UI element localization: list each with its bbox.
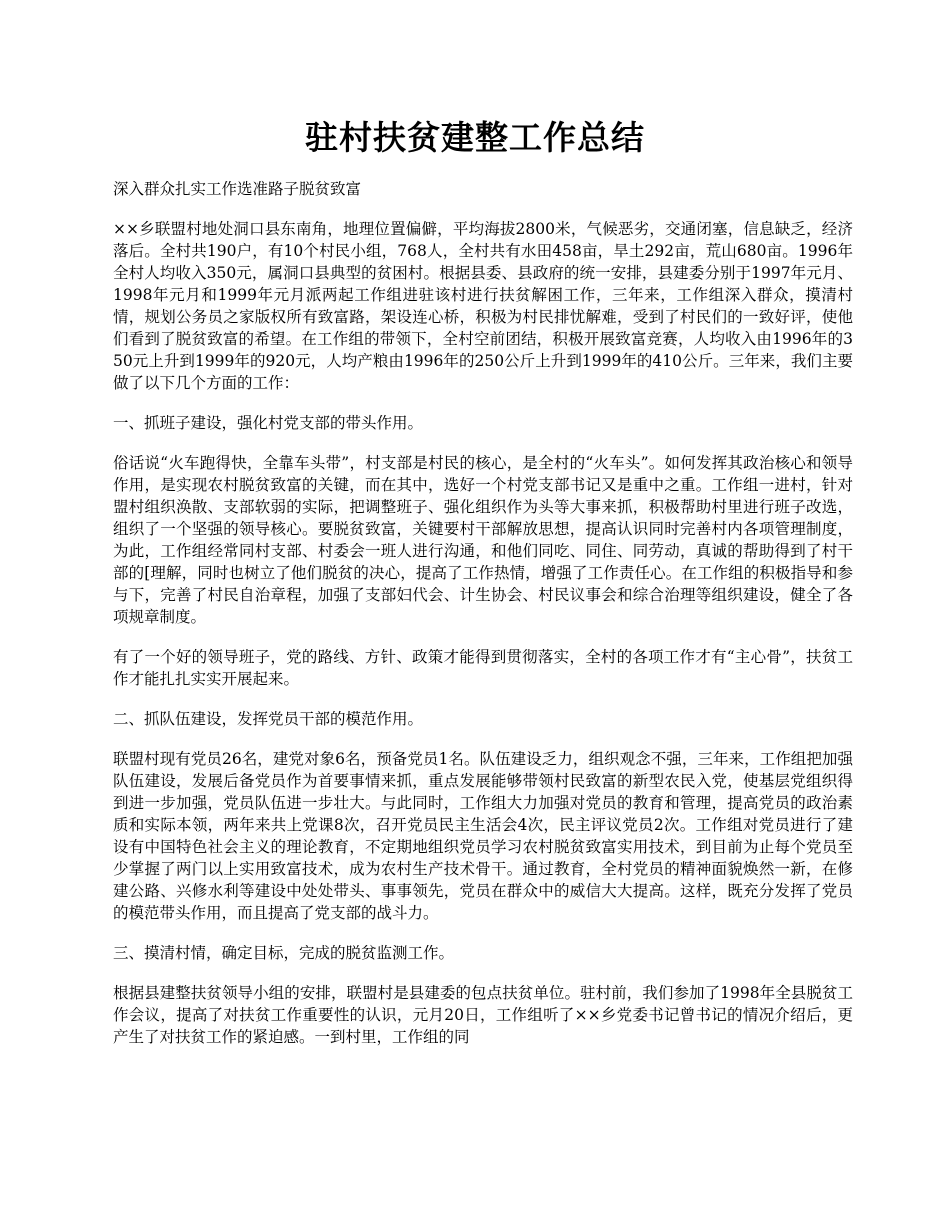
- section-2-paragraph: 联盟村现有党员26名，建党对象6名，预备党员1名。队伍建设乏力，组织观念不强，三年来，工作组把加强队伍建设，发展后备党员作为首要事情来抓，重点发展能够带领村民致富的新型农民入党，使基层党组织得到进一步加强，党员队伍进一步壮大。与此同时，工作组大力加强对党员的教育和管理，提高党员的政治素质和实际本领，两年来共上党课8次，召开党员民主生活会4次，民主评议党员2次。工作组对党员进行了建设有中国特色社会主义的理论教育，不定期地组织党员学习农村脱贫致富实用技术，到目前为止每个党员至少掌握了两门以上实用致富技术，成为农村生产技术骨干。通过教育，全村党员的精神面貌焕然一新，在修建公路、兴修水利等建设中处处带头、事事领先，党员在群众中的威信大大提高。这样，既充分发挥了党员的模范带头作用，而且提高了党支部的战斗力。: [113, 750, 853, 922]
- section-1-summary-paragraph: 有了一个好的领导班子，党的路线、方针、政策才能得到贯彻落实，全村的各项工作才有“主心骨”，扶贫工作才能扎扎实实开展起来。: [113, 648, 853, 688]
- section-heading-2: 二、抓队伍建设，发挥党员干部的模范作用。: [113, 710, 424, 728]
- document-body: [113, 178, 853, 1066]
- section-heading-3: 三、摸清村情，确定目标，完成的脱贫监测工作。: [113, 944, 455, 962]
- section-heading-1: 一、抓班子建设，强化村党支部的带头作用。: [113, 414, 424, 432]
- section-1-paragraph: 俗话说“火车跑得快，全靠车头带”，村支部是村民的核心，是全村的“火车头”。如何发挥其政治核心和领导作用，是实现农村脱贫致富的关键，而在其中，选好一个村党支部书记又是重中之重。工作组一进村，针对盟村组织涣散、支部软弱的实际，把调整班子、强化组织作为头等大事来抓，积极帮助村里进行班子改选，组织了一个坚强的领导核心。要脱贫致富，关键要村干部解放思想，提高认识同时完善村内各项管理制度，为此，工作组经常同村支部、村委会一班人进行沟通，和他们同吃、同住、同劳动，真诚的帮助得到了村干部的[理解，同时也树立了他们脱贫的决心，提高了工作热情，增强了工作责任心。在工作组的积极指导和参与下，完善了村民自治章程，加强了支部妇代会、计生协会、村民议事会和综合治理等组织建设，健全了各项规章制度。: [113, 454, 853, 626]
- intro-paragraph: ××乡联盟村地处洞口县东南角，地理位置偏僻，平均海拔2800米，气候恶劣，交通闭塞，信息缺乏，经济落后。全村共190户，有10个村民小组，768人，全村共有水田458亩，旱土292亩，荒山680亩。1996年全村人均收入350元，属洞口县典型的贫困村。根据县委、县政府的统一安排，县建委分别于1997年元月、1998年元月和1999年元月派两起工作组进驻该村进行扶贫解困工作，三年来，工作组深入群众，摸清村情，规划公务员之家版权所有致富路，架设连心桥，积极为村民排忧解难，受到了村民们的一致好评，使他们看到了脱贫致富的希望。在工作组的带领下，全村空前团结，积极开展致富竞赛，人均收入由1996年的350元上升到1999年的920元，人均产粮由1996年的250公斤上升到1999年的410公斤。三年来，我们主要做了以下几个方面的工作：: [113, 220, 853, 392]
- subtitle-paragraph: 深入群众扎实工作选准路子脱贫致富: [113, 180, 362, 198]
- document-title: 驻村扶贫建整工作总结: [305, 118, 645, 157]
- section-3-paragraph: 根据县建整扶贫领导小组的安排，联盟村是县建委的包点扶贫单位。驻村前，我们参加了1998年全县脱贫工作会议，提高了对扶贫工作重要性的认识，元月20日，工作组听了××乡党委书记曾书记的情况介绍后，更产生了对扶贫工作的紧迫感。一到村里，工作组的同: [113, 984, 853, 1046]
